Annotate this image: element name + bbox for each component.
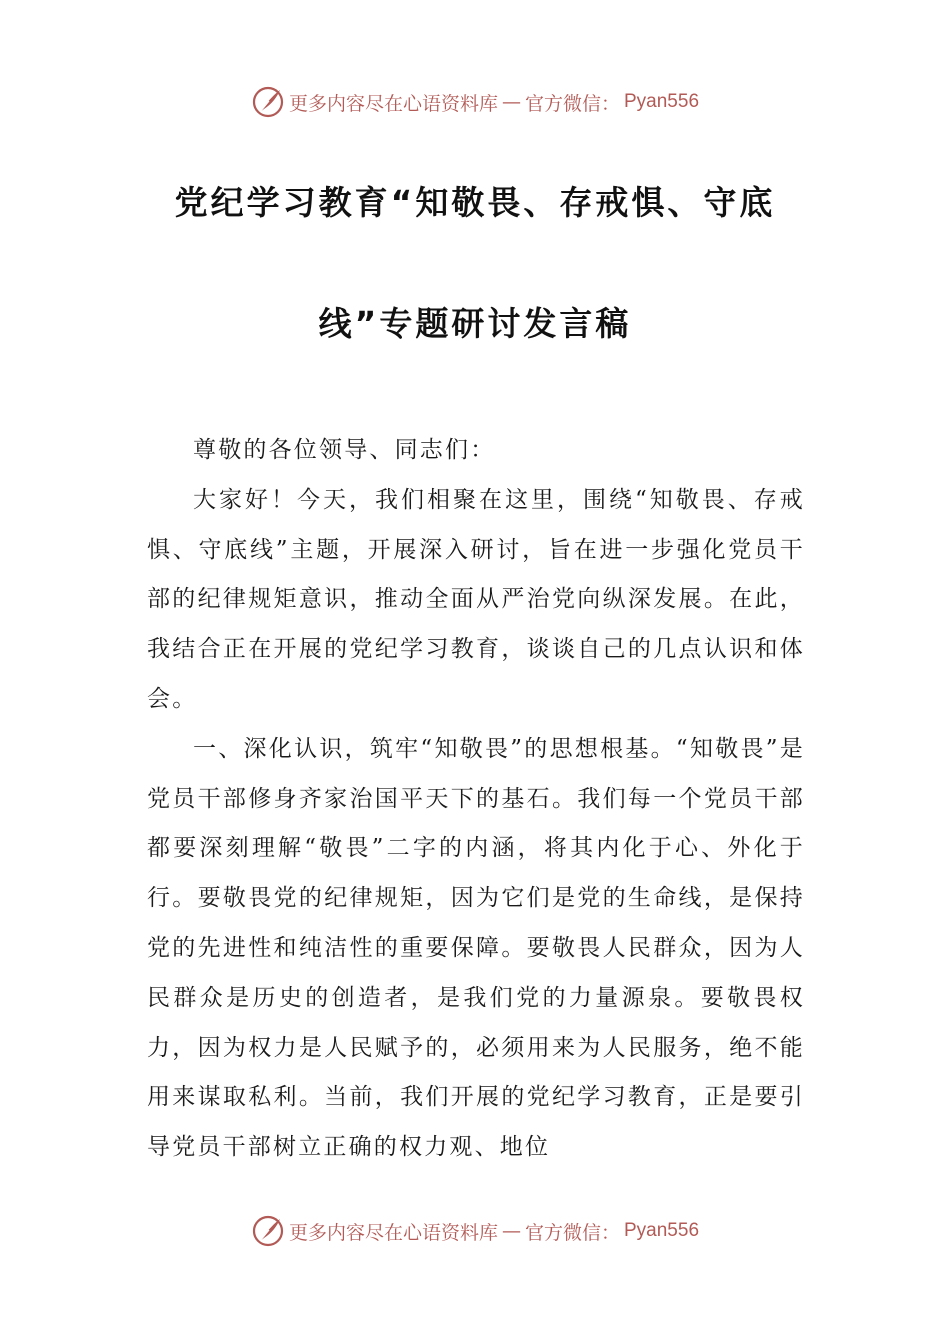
document-title-line-1: 党纪学习教育“知敬畏、存戒惧、守底 bbox=[174, 183, 776, 222]
quill-logo-icon bbox=[251, 85, 285, 119]
footer-watermark-banner bbox=[0, 1211, 950, 1251]
wechat-id: Pyan556 bbox=[624, 1220, 700, 1241]
wechat-label: 官方微信： bbox=[524, 1221, 620, 1244]
document-body bbox=[147, 426, 805, 1173]
quill-logo-icon bbox=[251, 1214, 285, 1248]
section-one-paragraph: 一、深化认识，筑牢“知敬畏”的思想根基。“知敬畏”是党员干部修身齐家治国平天下的基石。我们每一个党员干部都要深刻理解“敬畏”二字的内涵，将其内化于心、外化于行。要敬畏党的纪律规矩，因为它们是党的生命线，是保持党的先进性和纯洁性的重要保障。要敬畏人民群众，因为人民群众是历史的创造者，是我们党的力量源泉。要敬畏权力，因为权力是人民赋予的，必须用来为人民服务，绝不能用来谋取私利。当前，我们开展的党纪学习教育，正是要引导党员干部树立正确的权力观、地位 bbox=[147, 735, 805, 1161]
wechat-label: 官方微信： bbox=[524, 92, 620, 115]
watermark-separator: — bbox=[501, 91, 521, 113]
salutation-paragraph: 尊敬的各位领导、同志们： bbox=[193, 437, 496, 463]
wechat-id: Pyan556 bbox=[624, 91, 700, 112]
intro-paragraph: 大家好！今天，我们相聚在这里，围绕“知敬畏、存戒惧、守底线”主题，开展深入研讨，旨在进一步强化党员干部的纪律规矩意识，推动全面从严治党向纵深发展。在此，我结合正在开展的党纪学习教育，谈谈自己的几点认识和体会。 bbox=[147, 486, 805, 712]
document-title-line-2: 线”专题研讨发言稿 bbox=[318, 304, 632, 343]
watermark-text: 更多内容尽在心语资料库 bbox=[288, 1221, 498, 1244]
watermark-separator: — bbox=[501, 1220, 521, 1242]
header-watermark-banner bbox=[0, 82, 950, 122]
watermark-text: 更多内容尽在心语资料库 bbox=[288, 92, 498, 115]
